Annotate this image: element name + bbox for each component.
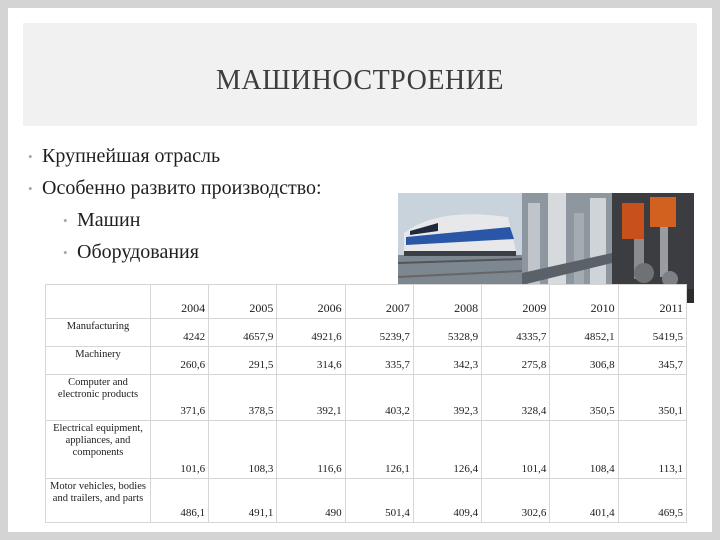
row-label: Electrical equipment, appliances, and components <box>46 421 151 479</box>
table-cell: 101,6 <box>151 421 209 479</box>
bullet-icon: • <box>63 245 68 260</box>
table-cell: 335,7 <box>345 347 413 375</box>
table-cell: 5419,5 <box>618 319 686 347</box>
table-cell: 401,4 <box>550 479 618 523</box>
row-label: Machinery <box>46 347 151 375</box>
table-row <box>46 421 687 479</box>
table-cell: 345,7 <box>618 347 686 375</box>
table-cell: 486,1 <box>151 479 209 523</box>
table-cell: 291,5 <box>209 347 277 375</box>
production-table <box>45 284 687 523</box>
table-header-row <box>46 285 687 319</box>
table-cell: 371,6 <box>151 375 209 421</box>
bullet-icon: • <box>28 149 33 164</box>
bullet-text: Оборудования <box>77 241 199 263</box>
table-cell: 4657,9 <box>209 319 277 347</box>
bullet-text: Машин <box>77 209 141 231</box>
table-cell: 302,6 <box>482 479 550 523</box>
table-cell: 409,4 <box>413 479 481 523</box>
bullet-icon: • <box>28 181 33 196</box>
title-box <box>23 23 697 126</box>
table-cell: 4921,6 <box>277 319 345 347</box>
table-cell: 5239,7 <box>345 319 413 347</box>
table-cell: 490 <box>277 479 345 523</box>
table-cell: 108,4 <box>550 421 618 479</box>
table-row <box>46 479 687 523</box>
table-cell: 113,1 <box>618 421 686 479</box>
corner-cell <box>46 285 151 319</box>
year-header: 2011 <box>618 285 686 319</box>
year-header: 2010 <box>550 285 618 319</box>
table-cell: 116,6 <box>277 421 345 479</box>
table-row <box>46 375 687 421</box>
row-label: Computer and electronic products <box>46 375 151 421</box>
table-cell: 328,4 <box>482 375 550 421</box>
table-row <box>46 319 687 347</box>
year-header: 2007 <box>345 285 413 319</box>
table-cell: 350,5 <box>550 375 618 421</box>
table-cell: 126,4 <box>413 421 481 479</box>
table-cell: 4242 <box>151 319 209 347</box>
table-cell: 306,8 <box>550 347 618 375</box>
table-cell: 350,1 <box>618 375 686 421</box>
year-header: 2005 <box>209 285 277 319</box>
bullet-item <box>63 209 140 232</box>
row-label: Manufacturing <box>46 319 151 347</box>
table-cell: 5328,9 <box>413 319 481 347</box>
year-header: 2004 <box>151 285 209 319</box>
table-cell: 314,6 <box>277 347 345 375</box>
table-cell: 469,5 <box>618 479 686 523</box>
table-row <box>46 347 687 375</box>
bullet-text: Крупнейшая отрасль <box>42 145 221 167</box>
table-cell: 392,3 <box>413 375 481 421</box>
bullet-icon: • <box>63 213 68 228</box>
table-cell: 126,1 <box>345 421 413 479</box>
bullet-text: Особенно развито производство: <box>42 177 322 199</box>
table-cell: 491,1 <box>209 479 277 523</box>
table-cell: 101,4 <box>482 421 550 479</box>
table-cell: 260,6 <box>151 347 209 375</box>
bullet-item <box>28 177 322 200</box>
year-header: 2009 <box>482 285 550 319</box>
table-cell: 4852,1 <box>550 319 618 347</box>
table-cell: 342,3 <box>413 347 481 375</box>
table-cell: 108,3 <box>209 421 277 479</box>
year-header: 2008 <box>413 285 481 319</box>
bullet-item <box>63 241 199 264</box>
table-cell: 501,4 <box>345 479 413 523</box>
table-cell: 378,5 <box>209 375 277 421</box>
slide-title: МАШИНОСТРОЕНИЕ <box>216 65 504 96</box>
table-cell: 403,2 <box>345 375 413 421</box>
bullet-item <box>28 145 220 168</box>
year-header: 2006 <box>277 285 345 319</box>
table-cell: 275,8 <box>482 347 550 375</box>
table-cell: 392,1 <box>277 375 345 421</box>
row-label: Motor vehicles, bodies and trailers, and parts <box>46 479 151 523</box>
table-cell: 4335,7 <box>482 319 550 347</box>
